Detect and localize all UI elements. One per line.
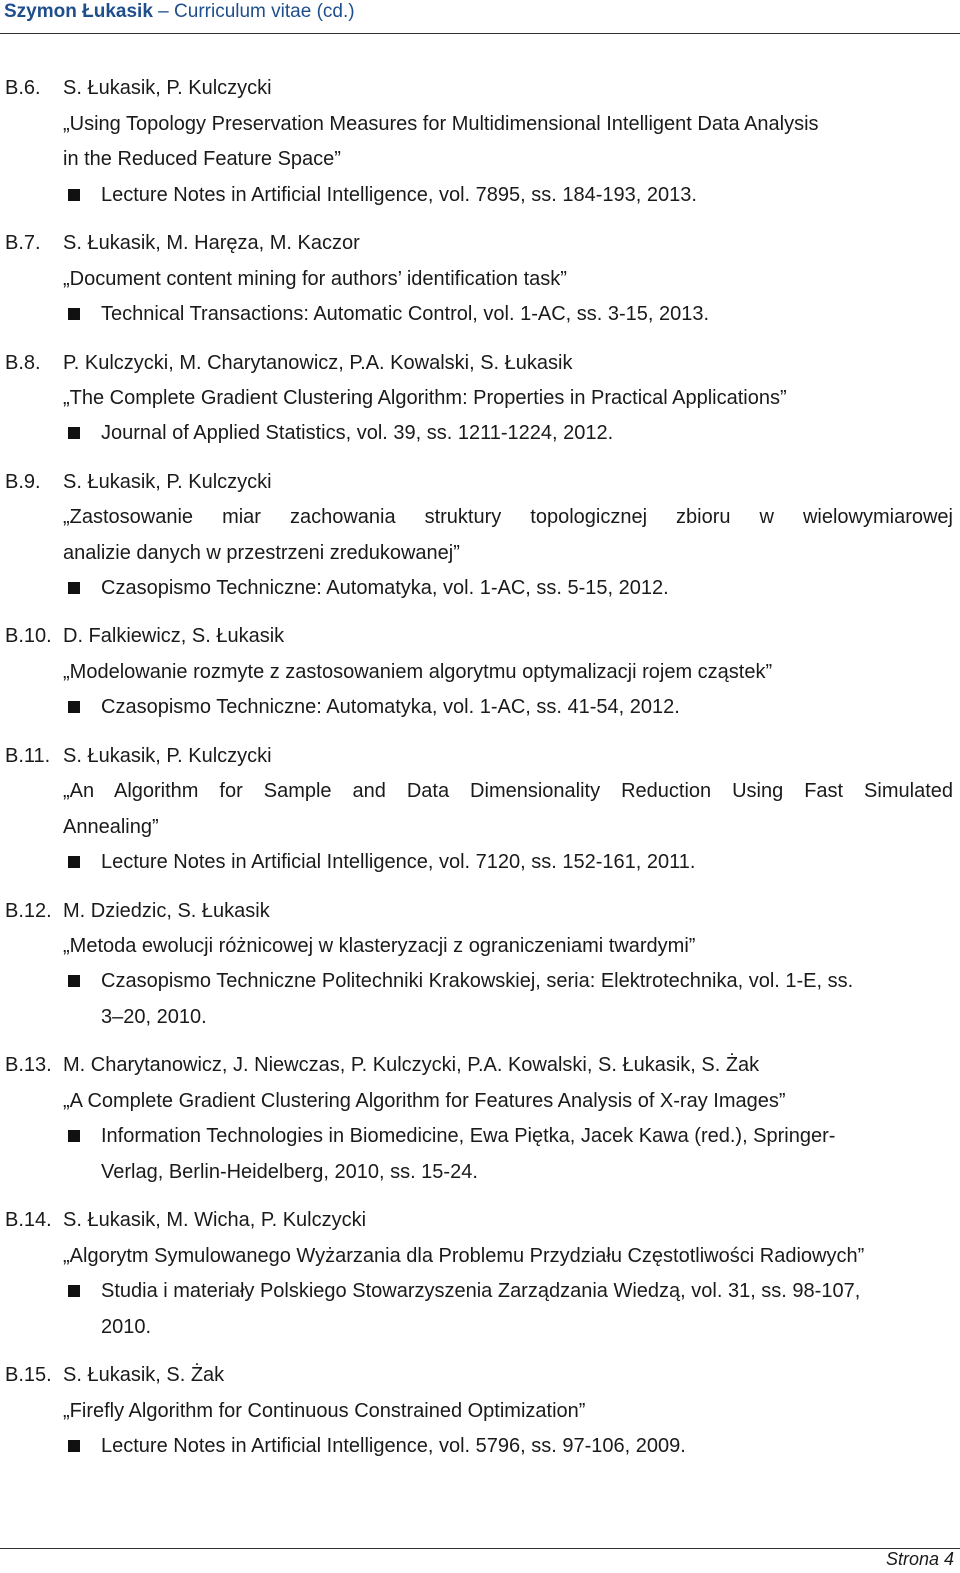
entry-authors: S. Łukasik, P. Kulczycki <box>63 77 272 99</box>
entry-authors: S. Łukasik, S. Żak <box>63 1364 225 1386</box>
square-bullet-icon <box>68 308 80 320</box>
entry-title: „A Complete Gradient Clustering Algorithm for Features Analysis of X-ray Images” <box>63 1090 786 1112</box>
entry-title-continued: Annealing” <box>63 816 159 838</box>
header-rule <box>0 33 960 34</box>
entry-title: „An Algorithm for Sample and Data Dimensionality Reduction Using Fast Simulated <box>63 780 953 802</box>
entry-authors: S. Łukasik, P. Kulczycki <box>63 745 272 767</box>
entry-publication: Information Technologies in Biomedicine, Ewa Piętka, Jacek Kawa (red.), Springer- <box>101 1125 836 1147</box>
entry-title: „Using Topology Preservation Measures for Multidimensional Intelligent Data Analysis <box>63 113 819 135</box>
entry-publication: Journal of Applied Statistics, vol. 39, ss. 1211-1224, 2012. <box>101 422 614 444</box>
entry-title: „Firefly Algorithm for Continuous Constrained Optimization” <box>63 1400 586 1422</box>
entry-title: „Zastosowanie miar zachowania struktury topologicznej zbioru w wielowymiarowej <box>63 506 953 528</box>
entry-authors: M. Charytanowicz, J. Niewczas, P. Kulczycki, P.A. Kowalski, S. Łukasik, S. Żak <box>63 1054 760 1076</box>
entry-publication: Studia i materiały Polskiego Stowarzyszenia Zarządzania Wiedzą, vol. 31, ss. 98-107, <box>101 1280 861 1302</box>
page-number: Strona 4 <box>885 1549 954 1569</box>
square-bullet-icon <box>68 975 80 987</box>
square-bullet-icon <box>68 582 80 594</box>
square-bullet-icon <box>68 427 80 439</box>
entry-authors: S. Łukasik, M. Haręza, M. Kaczor <box>63 232 360 254</box>
entry-publication: Lecture Notes in Artificial Intelligence, vol. 7895, ss. 184-193, 2013. <box>101 184 697 206</box>
entry-publication: Lecture Notes in Artificial Intelligence, vol. 7120, ss. 152-161, 2011. <box>101 851 696 873</box>
entry-authors: M. Dziedzic, S. Łukasik <box>63 900 270 922</box>
entry-publication: Technical Transactions: Automatic Control, vol. 1-AC, ss. 3-15, 2013. <box>101 303 710 325</box>
entry-number: B.6. <box>5 77 41 99</box>
entry-title-continued: analizie danych w przestrzeni zredukowanej” <box>63 542 460 564</box>
square-bullet-icon <box>68 1130 80 1142</box>
entry-title: „The Complete Gradient Clustering Algorithm: Properties in Practical Applications” <box>63 387 787 409</box>
entry-title-continued: in the Reduced Feature Space” <box>63 148 341 170</box>
entry-title: „Algorytm Symulowanego Wyżarzania dla Problemu Przydziału Częstotliwości Radiowych” <box>63 1245 865 1267</box>
entry-authors: P. Kulczycki, M. Charytanowicz, P.A. Kowalski, S. Łukasik <box>63 352 573 374</box>
entry-number: B.13. <box>5 1054 52 1076</box>
entry-number: B.12. <box>5 900 52 922</box>
square-bullet-icon <box>68 1285 80 1297</box>
entry-publication: Czasopismo Techniczne Politechniki Krakowskiej, seria: Elektrotechnika, vol. 1-E, ss. <box>101 970 854 992</box>
entry-publication: Czasopismo Techniczne: Automatyka, vol. 1-AC, ss. 5-15, 2012. <box>101 577 669 599</box>
square-bullet-icon <box>68 189 80 201</box>
entry-number: B.8. <box>5 352 41 374</box>
entry-publication-continued: 2010. <box>101 1316 152 1338</box>
entry-number: B.9. <box>5 471 41 493</box>
entry-number: B.11. <box>5 745 51 767</box>
page-header <box>0 0 960 26</box>
entry-publication: Lecture Notes in Artificial Intelligence, vol. 5796, ss. 97-106, 2009. <box>101 1435 686 1457</box>
entry-publication: Czasopismo Techniczne: Automatyka, vol. 1-AC, ss. 41-54, 2012. <box>101 696 680 718</box>
square-bullet-icon <box>68 1440 80 1452</box>
entry-title: „Modelowanie rozmyte z zastosowaniem algorytmu optymalizacji rojem cząstek” <box>63 661 773 683</box>
entry-authors: S. Łukasik, P. Kulczycki <box>63 471 272 493</box>
entry-publication-continued: Verlag, Berlin-Heidelberg, 2010, ss. 15-24. <box>101 1161 478 1183</box>
entry-number: B.14. <box>5 1209 52 1231</box>
entry-authors: D. Falkiewicz, S. Łukasik <box>63 625 285 647</box>
footer-rule <box>0 1548 960 1549</box>
entry-number: B.10. <box>5 625 52 647</box>
header-author: Szymon Łukasik <box>4 1 153 22</box>
entry-number: B.15. <box>5 1364 52 1386</box>
entry-title: „Document content mining for authors’ identification task” <box>63 268 567 290</box>
header-separator: – <box>158 1 169 22</box>
entry-authors: S. Łukasik, M. Wicha, P. Kulczycki <box>63 1209 367 1231</box>
header-subtitle: Curriculum vitae (cd.) <box>174 1 355 22</box>
entry-publication-continued: 3–20, 2010. <box>101 1006 207 1028</box>
entry-number: B.7. <box>5 232 41 254</box>
entry-title: „Metoda ewolucji różnicowej w klasteryzacji z ograniczeniami twardymi” <box>63 935 696 957</box>
square-bullet-icon <box>68 701 80 713</box>
square-bullet-icon <box>68 856 80 868</box>
